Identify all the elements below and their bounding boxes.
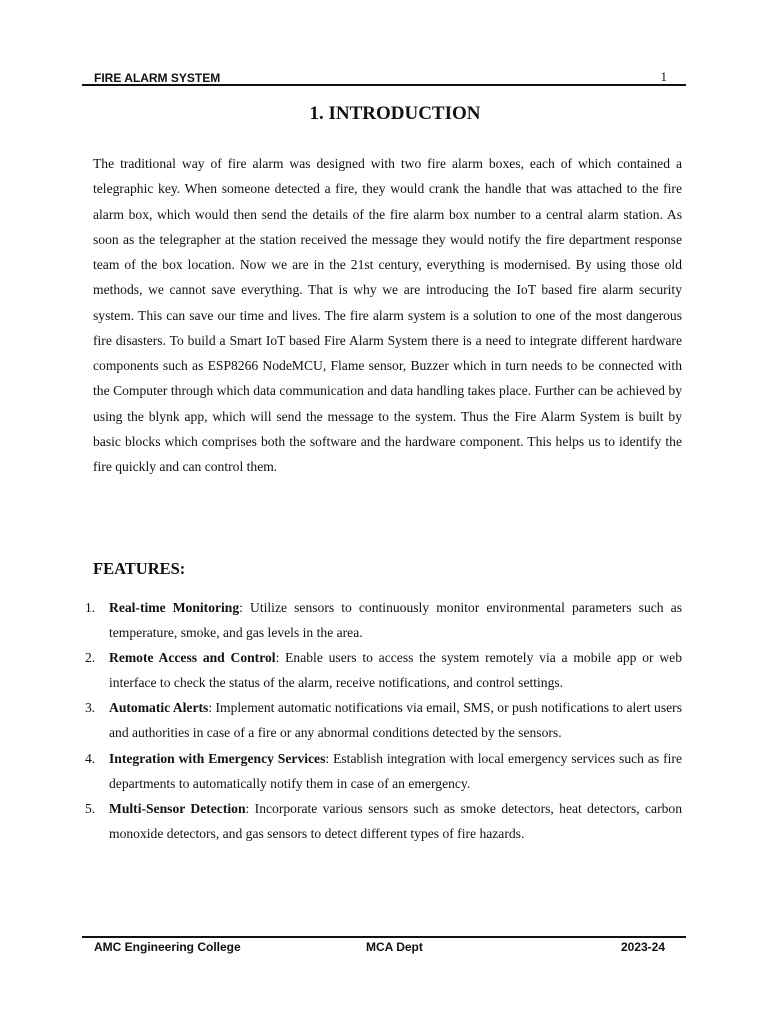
features-list <box>85 595 682 846</box>
header-divider <box>82 84 686 86</box>
feature-description: : Implement automatic notifications via email, SMS, or push notifications to alert users and authorities in case of a fire or any abnormal conditions detected by the sensors. <box>109 700 682 741</box>
intro-paragraph: The traditional way of fire alarm was designed with two fire alarm boxes, each of which contained a telegraphic key. When someone detected a fire, they would crank the handle that was attached to the fire alarm box, which would then send the details of the fire alarm box number to a central alarm station. As soon as the telegrapher at the station received the message they would notify the fire department response team of the box location. Now we are in the 21st century, everything is modernised. By using those old methods, we cannot save everything. That is why we are introducing the IoT based fire alarm security system. This can save our time and lives. The fire alarm system is a solution to one of the most dangerous fire disasters. To build a Smart IoT based Fire Alarm System there is a need to integrate different hardware components such as ESP8266 NodeMCU, Flame sensor, Buzzer which in turn needs to be connected with the Computer through which data communication and data handling takes place. Further can be achieved by using the blynk app, which will send the message to the system. Thus the Fire Alarm System is built by basic blocks which comprises both the software and the hardware component. This helps us to identify the fire quickly and can control them. <box>93 156 682 474</box>
feature-title: Remote Access and Control <box>109 650 276 666</box>
feature-number: 5. <box>85 800 96 816</box>
page-header <box>82 70 686 84</box>
chapter-title: 1. INTRODUCTION <box>309 103 481 124</box>
page-footer <box>82 939 686 955</box>
feature-number: 2. <box>85 650 96 666</box>
feature-title: Integration with Emergency Services <box>109 750 326 766</box>
feature-description: : Enable users to access the system remotely via a mobile app or web interface to check the status of the alarm, receive notifications, and control settings. <box>109 650 682 691</box>
page-number: 1 <box>660 69 667 84</box>
feature-title: Multi-Sensor Detection <box>109 800 246 816</box>
features-heading: FEATURES: <box>93 559 186 578</box>
feature-item <box>85 595 682 645</box>
footer-college: AMC Engineering College <box>94 940 241 954</box>
feature-title: Real-time Monitoring <box>109 600 240 615</box>
feature-description: : Utilize sensors to continuously monitor environmental parameters such as temperature, smoke, and gas levels in the area. <box>109 600 682 641</box>
feature-description: : Incorporate various sensors such as smoke detectors, heat detectors, carbon monoxide detectors, and gas sensors to detect different types of fire hazards. <box>109 800 683 841</box>
footer-year: 2023-24 <box>620 940 665 954</box>
header-title: FIRE ALARM SYSTEM <box>94 71 221 85</box>
feature-number: 1. <box>85 600 96 615</box>
feature-title: Automatic Alerts <box>109 700 209 716</box>
feature-description: : Establish integration with local emergency services such as fire departments to automatically notify them in case of an emergency. <box>109 750 682 791</box>
feature-number: 4. <box>85 750 96 766</box>
feature-item <box>85 746 682 796</box>
feature-item <box>85 796 682 846</box>
footer-divider <box>82 936 686 938</box>
feature-item <box>85 695 682 745</box>
feature-item <box>85 645 682 695</box>
feature-number: 3. <box>85 700 96 716</box>
footer-department: MCA Dept <box>366 940 423 954</box>
